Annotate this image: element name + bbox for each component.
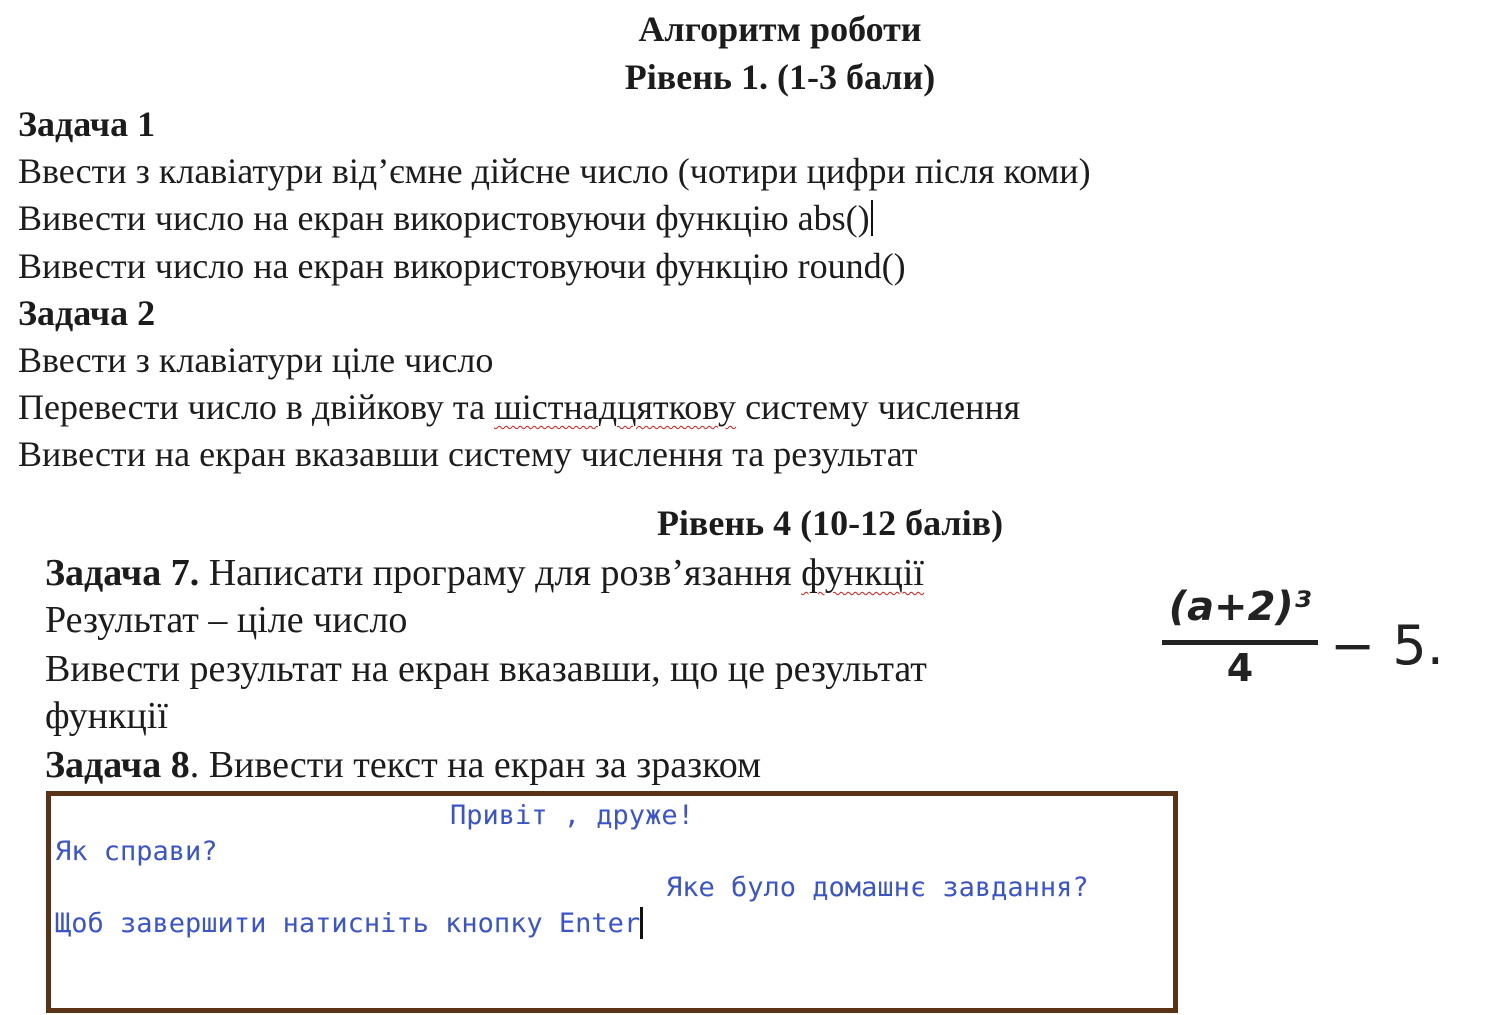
console-line-2: Як справи? — [55, 836, 218, 867]
level-4-heading: Рівень 4 (10-12 балів) — [656, 503, 1004, 543]
task-7-text: Написати програму для розв’язання — [199, 552, 802, 594]
task-1-line-1: Ввести з клавіатури від’ємне дійсне число (чотири цифри після коми) — [18, 151, 1091, 191]
task-2-heading: Задача 2 — [18, 293, 156, 333]
console-line-4-text: Щоб завершити натисніть кнопку Enter — [55, 908, 641, 939]
level-1-heading: Рівень 1. (1-3 бали) — [624, 57, 936, 97]
task-7-line-1 — [45, 549, 924, 597]
console-sample-output — [46, 791, 1178, 1013]
task-7-line-3: Вивести результат на екран вказавши, що це результат — [45, 648, 927, 690]
console-line-3: Яке було домашнє завдання? — [666, 872, 1089, 903]
task-1-line-3: Вивести число на екран використовуючи функцію round() — [18, 246, 906, 286]
formula-fraction-bar — [1162, 640, 1318, 645]
task-1-heading: Задача 1 — [18, 104, 156, 144]
formula — [1160, 580, 1460, 700]
console-cursor — [640, 907, 643, 939]
task-7-line-4: функції — [45, 695, 168, 737]
task-2-line-2-end: систему числення — [736, 387, 1021, 427]
task-8-text: . Вивести текст на екран за зразком — [189, 744, 762, 786]
task-1-line-2 — [18, 195, 873, 241]
console-line-4 — [55, 907, 643, 941]
task-1-line-2-text: Вивести число на екран використовуючи функцію abs() — [18, 198, 870, 238]
formula-numerator: (a+2)³ — [1168, 584, 1312, 630]
task-2-line-1: Ввести з клавіатури ціле число — [18, 340, 494, 380]
task-2-line-2-start: Перевести число в двійкову та — [18, 387, 495, 427]
spellcheck-flagged-word-2[interactable]: функції — [801, 552, 924, 594]
text-cursor — [871, 200, 873, 236]
spellcheck-flagged-word[interactable]: шістнадцяткову — [494, 387, 737, 427]
task-7-label: Задача 7. — [45, 552, 200, 594]
task-2-line-3: Вивести на екран вказавши систему числення та результат — [18, 434, 918, 474]
formula-denominator: 4 — [1226, 646, 1254, 690]
task-8-line — [45, 741, 761, 789]
document-title: Алгоритм роботи — [638, 9, 922, 49]
task-7-line-2: Результат – ціле число — [45, 599, 408, 641]
task-8-label: Задача 8 — [45, 744, 190, 786]
task-2-line-2 — [18, 384, 1020, 430]
formula-rest: − 5. — [1330, 614, 1444, 677]
console-line-1: Привіт , друже! — [450, 800, 694, 831]
